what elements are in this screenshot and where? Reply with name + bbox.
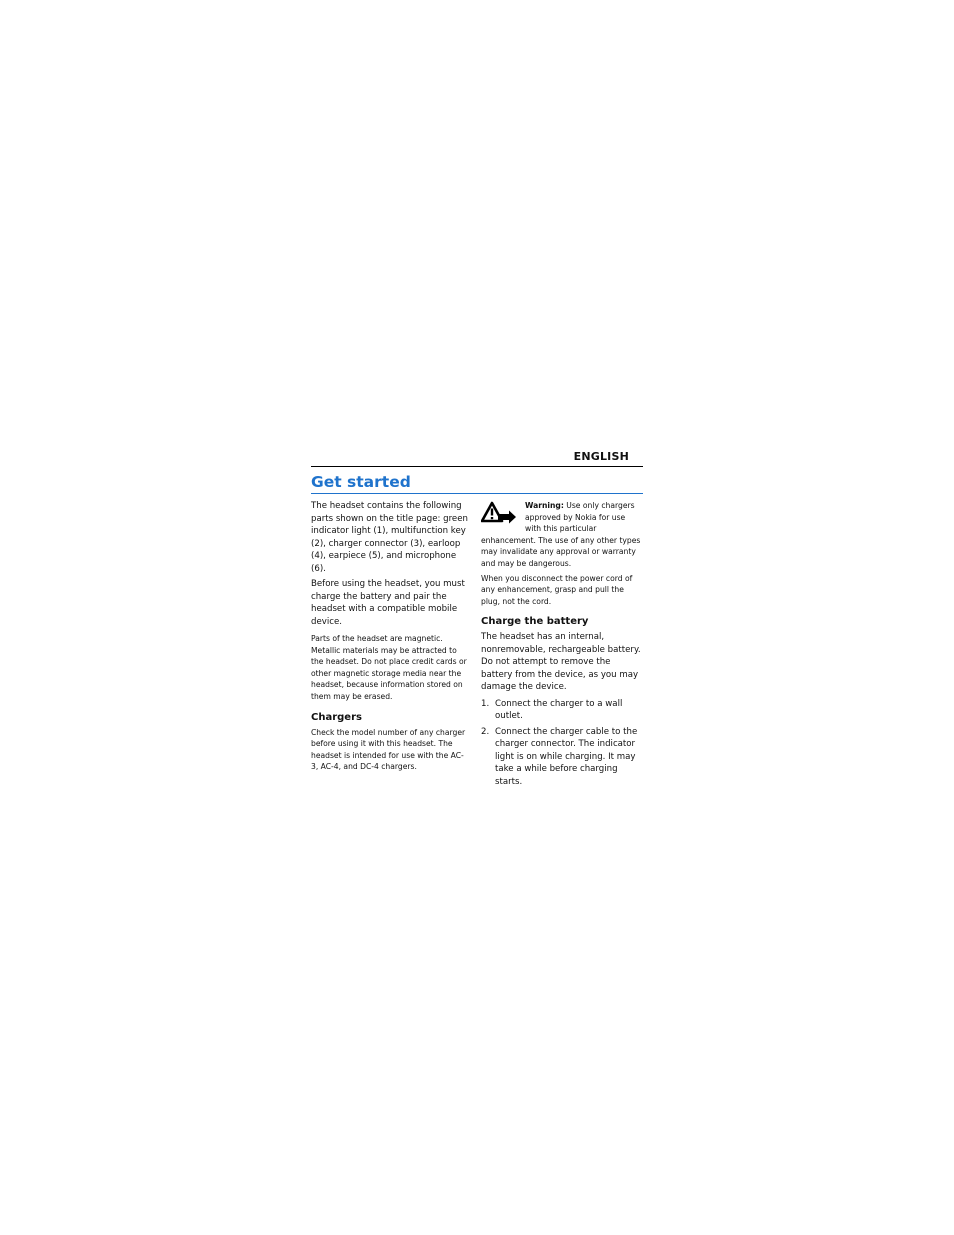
- title-divider: [311, 493, 643, 494]
- chargers-heading: Chargers: [311, 711, 362, 723]
- charge-battery-heading: Charge the battery: [481, 616, 589, 628]
- right-column: [481, 500, 643, 791]
- step-text: Connect the charger to a wall outlet.: [495, 698, 623, 722]
- before-use-paragraph: Before using the headset, you must charge the battery and pair the headset with a compatible mobile device.: [311, 579, 465, 627]
- language-label: ENGLISH: [573, 450, 629, 463]
- magnetic-note: Parts of the headset are magnetic. Metallic materials may be attracted to the headset. Do not place credit cards or other magnetic storage media near the headset, because information stored on them may be erased.: [311, 634, 467, 701]
- step-number: 1.: [481, 698, 490, 709]
- step-text: Connect the charger cable to the charger connector. The indicator light is on while charging. It may take a while before charging starts.: [495, 726, 638, 787]
- warning-label: Warning:: [525, 501, 564, 510]
- charging-steps: [481, 698, 643, 789]
- warning-block: [481, 500, 643, 570]
- step-item: [481, 726, 643, 789]
- step-number: 2.: [481, 726, 490, 737]
- charge-battery-paragraph: The headset has an internal, nonremovable, rechargeable battery. Do not attempt to remove the battery from the device, as you may damage the device.: [481, 632, 641, 693]
- chargers-paragraph: Check the model number of any charger before using it with this headset. The headset is intended for use with the AC-3, AC-4, and DC-4 chargers.: [311, 727, 466, 772]
- top-divider: [311, 466, 643, 467]
- step-item: [481, 698, 643, 723]
- warning-text: Use only chargers approved by Nokia for use with this particular enhancement. The use of any other types may invalidate any approval or warranty and may be dangerous.: [481, 501, 641, 568]
- left-column: [311, 500, 471, 773]
- warning-triangle-icon: [481, 500, 517, 524]
- page-title: Get started: [311, 473, 411, 491]
- disconnect-note: When you disconnect the power cord of any enhancement, grasp and pull the plug, not the cord.: [481, 573, 633, 606]
- intro-paragraph: The headset contains the following parts shown on the title page: green indicator light (1), multifunction key (2), charger connector (3), earloop (4), earpiece (5), and microphone (6).: [311, 501, 468, 574]
